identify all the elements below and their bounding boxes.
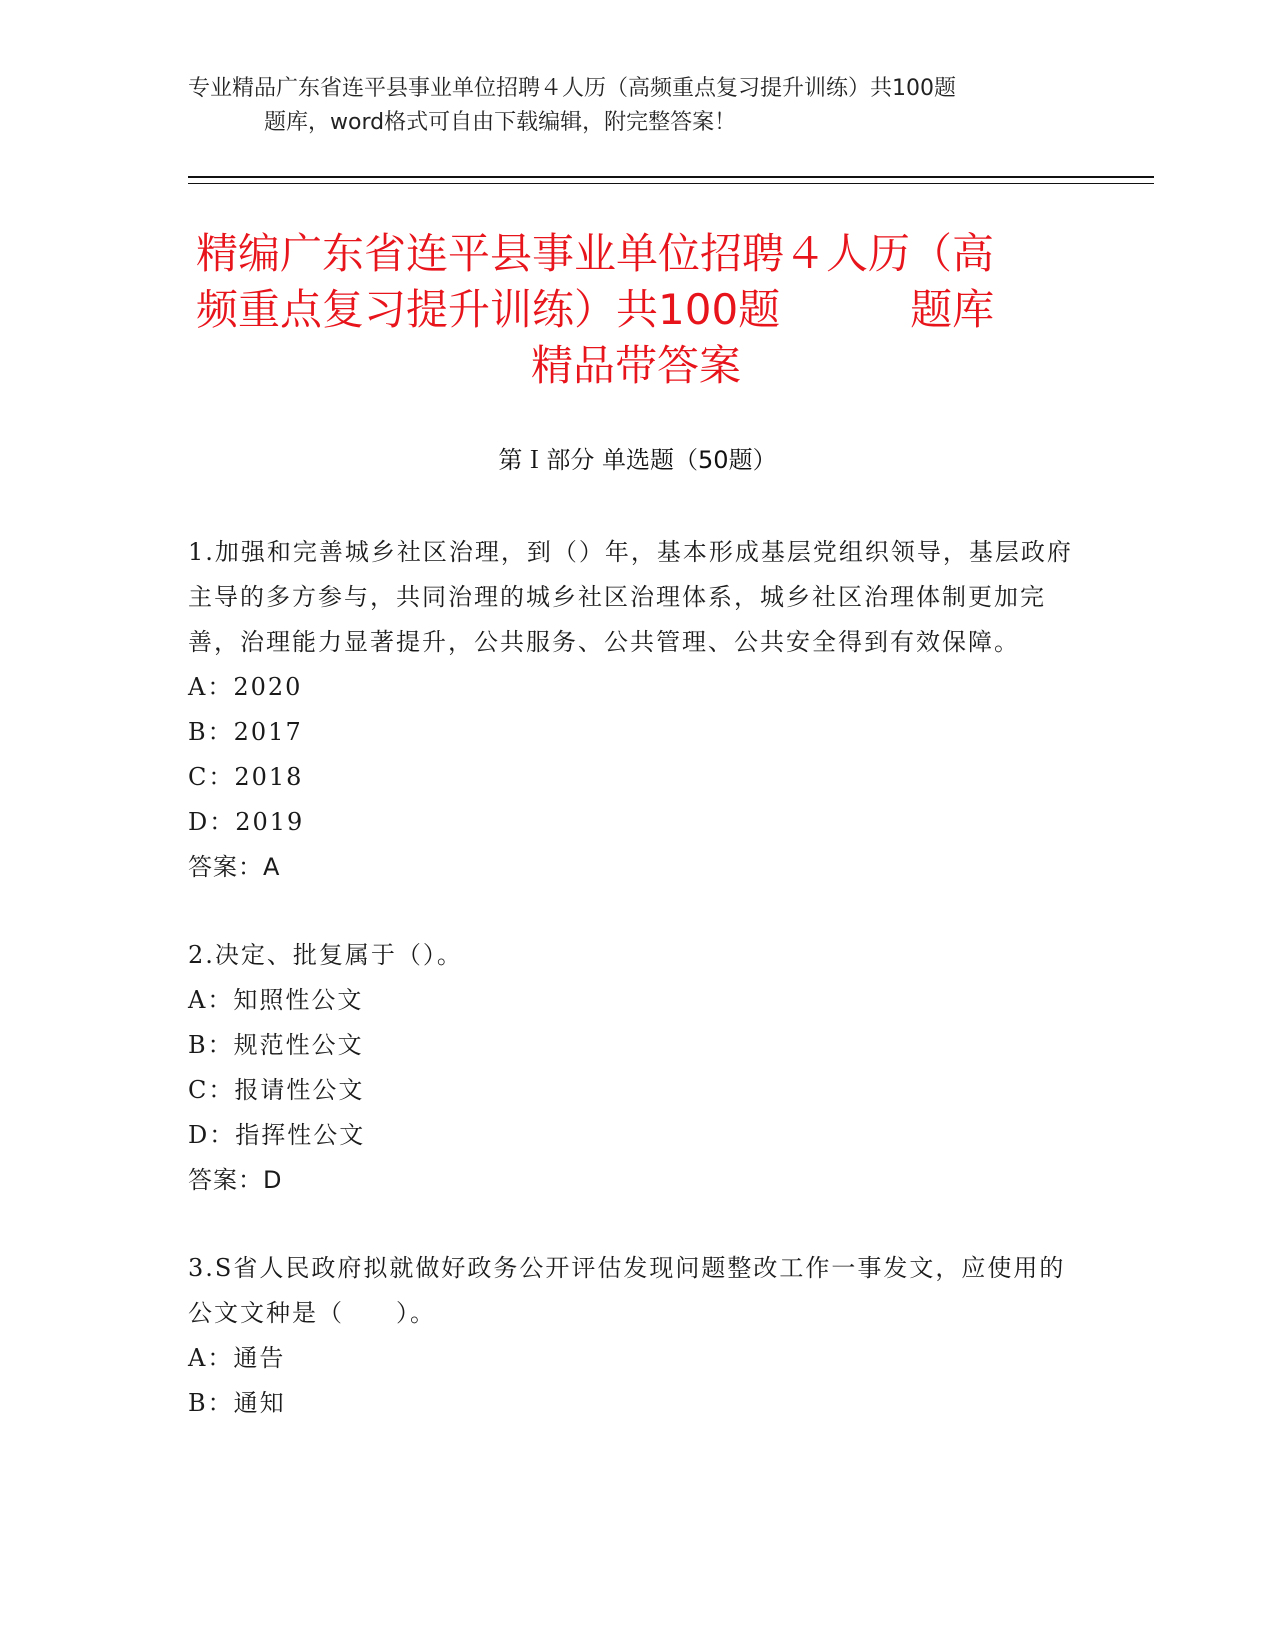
option-b: B：规范性公文	[188, 1031, 364, 1059]
title-line-1: 精编广东省连平县事业单位招聘４人历（高	[196, 229, 995, 278]
option-a: A：通告	[188, 1344, 286, 1372]
option-a: A：知照性公文	[188, 986, 364, 1014]
question-text: 3.S省人民政府拟就做好政务公开评估发现问题整改工作一事发文，应使用的公文文种是（ ）。	[188, 1254, 1066, 1327]
question-2	[188, 933, 1088, 1203]
option-a: A：2020	[188, 673, 303, 701]
question-3	[188, 1246, 1088, 1426]
header-rule-thick	[188, 176, 1154, 178]
option-b: B：2017	[188, 718, 303, 746]
question-list	[188, 530, 1088, 1469]
title-line-2b: 题库	[910, 285, 995, 334]
option-c: C：2018	[188, 763, 304, 791]
document-title	[196, 226, 1076, 394]
option-b: B：通知	[188, 1389, 286, 1417]
option-c: C：报请性公文	[188, 1076, 365, 1104]
answer: 答案：D	[188, 1166, 283, 1194]
title-line-3: 精品带答案	[530, 341, 741, 390]
document-header	[188, 72, 1068, 140]
question-1	[188, 530, 1088, 890]
question-text: 2.决定、批复属于（）。	[188, 941, 463, 969]
title-line-2a: 频重点复习提升训练）共100题	[196, 285, 781, 334]
option-d: D：指挥性公文	[188, 1121, 366, 1149]
header-rule-thin	[188, 183, 1154, 184]
answer: 答案：A	[188, 853, 281, 881]
header-line-1: 专业精品广东省连平县事业单位招聘４人历（高频重点复习提升训练）共100题	[188, 76, 956, 101]
section-heading: 第Ｉ部分 单选题（50题）	[498, 446, 777, 474]
header-line-2: 题库，word格式可自由下载编辑，附完整答案！	[264, 110, 737, 135]
option-d: D：2019	[188, 808, 305, 836]
question-text: 1.加强和完善城乡社区治理，到（）年，基本形成基层党组织领导，基层政府主导的多方参与，共同治理的城乡社区治理体系，城乡社区治理体制更加完善，治理能力显著提升，公共服务、公共管理、公共安全得到有效保障。	[188, 538, 1073, 656]
title-line-2	[196, 282, 1076, 338]
